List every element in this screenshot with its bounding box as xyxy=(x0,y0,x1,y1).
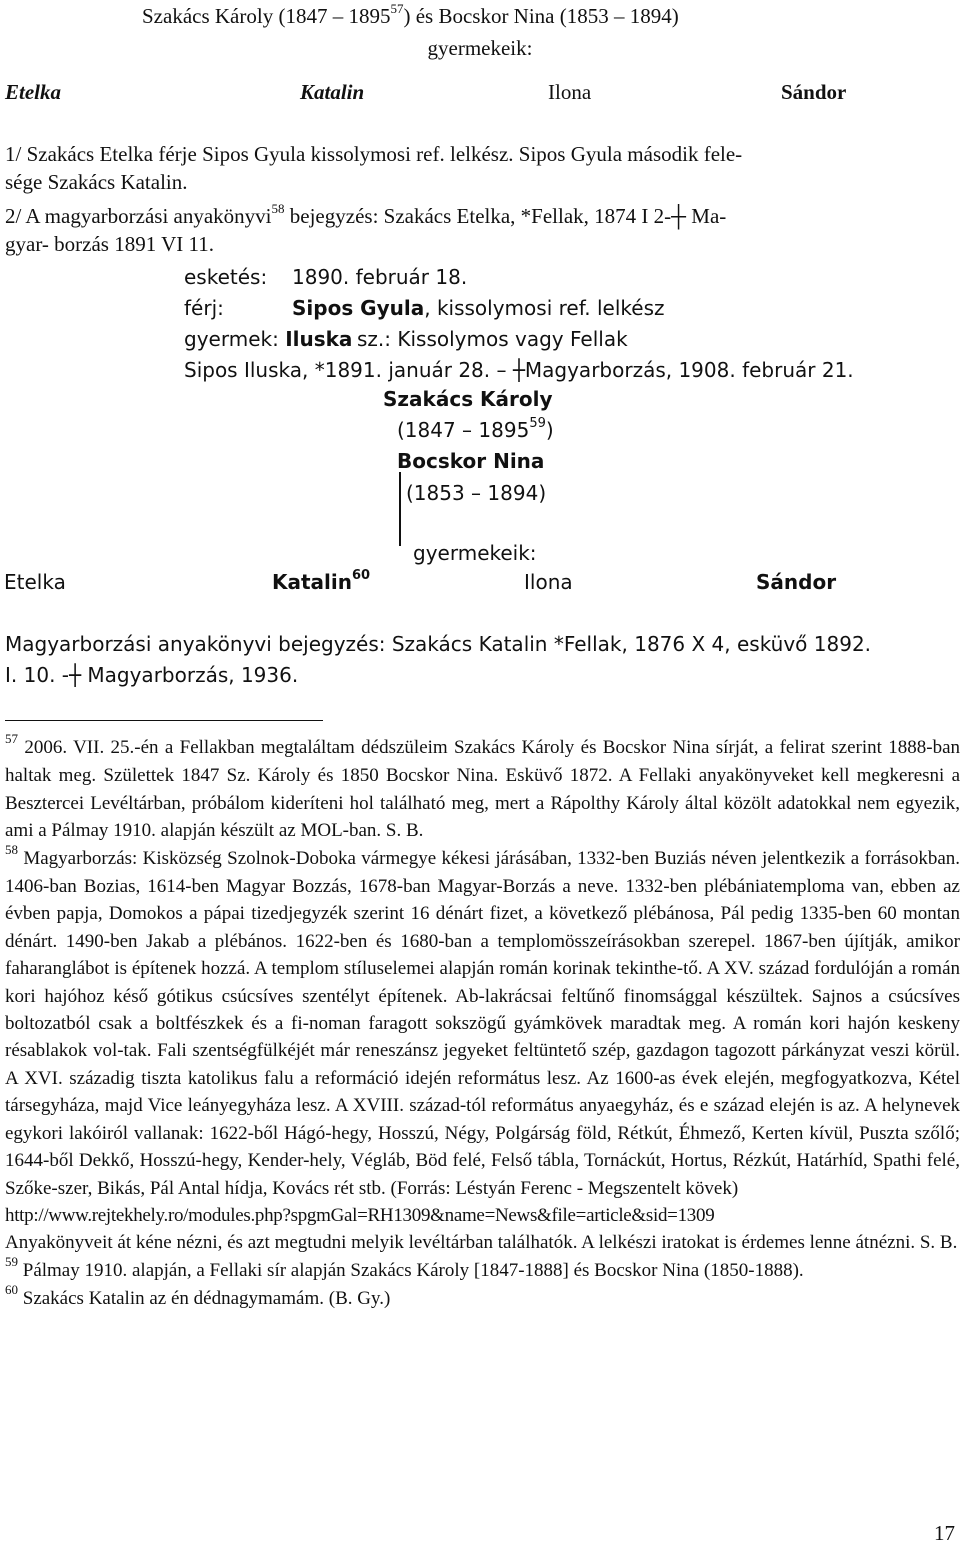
tree-child-etelka: Etelka xyxy=(4,570,66,594)
footnote-60-text: Szakács Katalin az én dédnagymamám. (B. Gy.) xyxy=(22,1288,391,1310)
footnote-59-number: 59 xyxy=(5,1253,18,1269)
footnotes xyxy=(5,731,960,1314)
husband-rest: , kissolymosi ref. lelkész xyxy=(424,296,665,320)
footnote-58 xyxy=(5,841,960,1202)
footnote-ref-57[interactable]: 57 xyxy=(390,1,404,16)
katalin-record-line2: I. 10. -┼ Magyarborzás, 1936. xyxy=(5,663,299,687)
footnote-58-text: Magyarborzás: Kisközség Szolnok-Doboka vármegye kékesi járásában, 1332-ben Buziás néven jelentkezik a forrásokban. 1406-ban Bozias, 1614-ben Magyar Bozzás, 1678-ban Magyar-Borzás a neve. 1332-ben plébániatemploma van, ebben az évben papja, Domokos a pápai tizedjegyzék szerint 16 dénárt fizet, a következő plébánosa, Pál pedig 1335-ben 60 montan dénárt. 1490-ben Jakab a plébános. 1622-ben és 1680-ban a templomösszeírásokban szerepel. 1867-ben újítják, amikor faharanglábot is építenek hozzá. A templom stíluselemei alapján román korinak tekinthe-tő. A XV. század fordulóján a román kori hajóhoz késő gótikus csúcsíves szentélyt építenek. Ab-lakrácsai feltűnő finomsággal készültek. Sajnos a csúcsíves boltozatból csak a boltfészkek és a fi-noman faragott sokszögű gyámkövek maradtak meg. A román kori hajón keskeny résablakok vol-tak. Fali szentségfülkéjét már reneszánsz jegyeket feltüntető szép, gazdagon tagozott párkányzat veszi körül. A XVI. századig tiszta katolikus falu a reformáció idején református lesz. Az 1600-as évek elején, megfogyatkozva, Kétel társegyháza, majd Vice leányegyháza lesz. A XVIII. század-tól református anyaegyház, és e század elején is az. A helynevek egykori lakóiról vallanak: 1622-ből Hágó-hegy, Hosszú, Négy, Polgárság föld, Rétkút, Éhmező, Kerten kívül, Puszta szőlő; 1644-ből Dekkő, Hosszú-hegy, Kender-hely, Végláb, Böd felé, Felső tábla, Tornáckút, Hortus, Rézkút, Határhíd, Spathi felé, Szőke-szer, Bikás, Pál Antal hídja, Kovács rét stb. (Forrás: Léstyán Ferenc - Megszentelt kövek) xyxy=(5,847,960,1199)
footnote-58-number: 58 xyxy=(5,841,18,857)
child-etelka: Etelka xyxy=(5,80,61,104)
parents-heading-a: Szakács Károly (1847 – 1895 xyxy=(142,4,391,28)
wedding-date: 1890. február 18. xyxy=(292,265,468,289)
footnote-57-text: 2006. VII. 25.-én a Fellakban megtaláltam dédszüleim Szakács Károly és Bocskor Nina sírját, a felirat szerint 1888-ban haltak meg. Születtek 1847 Sz. Károly és 1850 Bocskor Nina. Esküvő 1872. A Fellaki anyakönyveket kell megkeresni a Besztercei Levéltárban, próbálom kideríteni hol található meg, mert a Rápolthy Károly által közölt adatokkal nem egyezik, ami a Pálmay 1910. alapján készült az MOL-ban. S. B. xyxy=(5,737,960,842)
tree-father-dates-b: ) xyxy=(545,418,554,442)
footnote-59 xyxy=(5,1253,960,1285)
child-sandor: Sándor xyxy=(781,80,847,104)
child-rest: sz.: Kissolymos vagy Fellak xyxy=(357,327,628,351)
tree-mother: Bocskor Nina xyxy=(397,449,545,473)
footnote-58-url[interactable]: http://www.rejtekhely.ro/modules.php?spgmGal=RH1309&name=News&file=article&sid=1309 xyxy=(5,1204,715,1226)
footnote-58-tail: Anyakönyveit át kéne nézni, és azt megtudni melyik levéltárban találhatók. A lelkészi iratokat is érdemes lenne átnézni. S. B. xyxy=(5,1232,958,1254)
footnote-57-number: 57 xyxy=(5,731,18,746)
footnote-60-number: 60 xyxy=(5,1282,18,1298)
footnote-ref-60[interactable]: 60 xyxy=(352,568,371,583)
child-line xyxy=(184,327,352,351)
tree-father: Szakács Károly xyxy=(383,387,553,411)
etelka-note-line2: sége Szakács Katalin. xyxy=(5,170,188,194)
child-name: Iluska xyxy=(285,327,353,351)
parents-heading-b: ) és Bocskor Nina (1853 – 1894) xyxy=(403,4,679,28)
etelka-note-line3b: bejegyzés: Szakács Etelka, *Fellak, 1874 I 2-┼ Ma- xyxy=(289,204,727,228)
husband-name: Sipos Gyula xyxy=(292,296,425,320)
etelka-note-line4: gyar- borzás 1891 VI 11. xyxy=(5,232,214,256)
katalin-record-line1: Magyarborzási anyakönyvi bejegyzés: Szakács Katalin *Fellak, 1876 X 4, esküvő 1892. xyxy=(5,632,872,656)
footnote-57 xyxy=(5,731,960,845)
etelka-note-line3a: 2/ A magyarborzási anyakönyvi xyxy=(5,204,272,228)
page-number: 17 xyxy=(934,1521,955,1545)
footnote-60 xyxy=(5,1282,960,1313)
tree-mother-dates: (1853 – 1894) xyxy=(406,481,547,505)
child-ilona: Ilona xyxy=(548,80,592,104)
footnote-ref-59[interactable]: 59 xyxy=(529,416,546,431)
parents-heading xyxy=(142,1,679,29)
tree-child-sandor: Sándor xyxy=(756,570,837,594)
children-label: gyermekeik: xyxy=(427,36,533,60)
tree-child-katalin-line xyxy=(272,570,370,594)
footnote-59-text: Pálmay 1910. alapján, a Fellaki sír alapján Szakács Károly [1847-1888] és Bocskor Nina (1850-1888). xyxy=(22,1259,804,1281)
child-label: gyermek: xyxy=(184,327,279,351)
tree-child-katalin: Katalin xyxy=(272,570,352,594)
wedding-label: esketés: xyxy=(184,265,268,289)
husband-line xyxy=(292,296,665,320)
husband-label: férj: xyxy=(184,296,224,320)
tree-father-dates-a: (1847 – 1895 xyxy=(397,418,530,442)
tree-children-label: gyermekeik: xyxy=(413,541,537,565)
etelka-note-line3 xyxy=(5,201,727,229)
child-katalin: Katalin xyxy=(300,80,365,104)
child-detail: Sipos Iluska, *1891. január 28. – ┼Magyarborzás, 1908. február 21. xyxy=(184,358,854,382)
footnote-separator xyxy=(5,720,323,721)
etelka-note-line1: 1/ Szakács Etelka férje Sipos Gyula kissolymosi ref. lelkész. Sipos Gyula második fele- xyxy=(5,142,743,166)
tree-father-dates xyxy=(397,418,554,442)
footnote-ref-58[interactable]: 58 xyxy=(271,201,285,216)
tree-child-ilona: Ilona xyxy=(524,570,573,594)
tree-connector-line xyxy=(399,472,401,546)
